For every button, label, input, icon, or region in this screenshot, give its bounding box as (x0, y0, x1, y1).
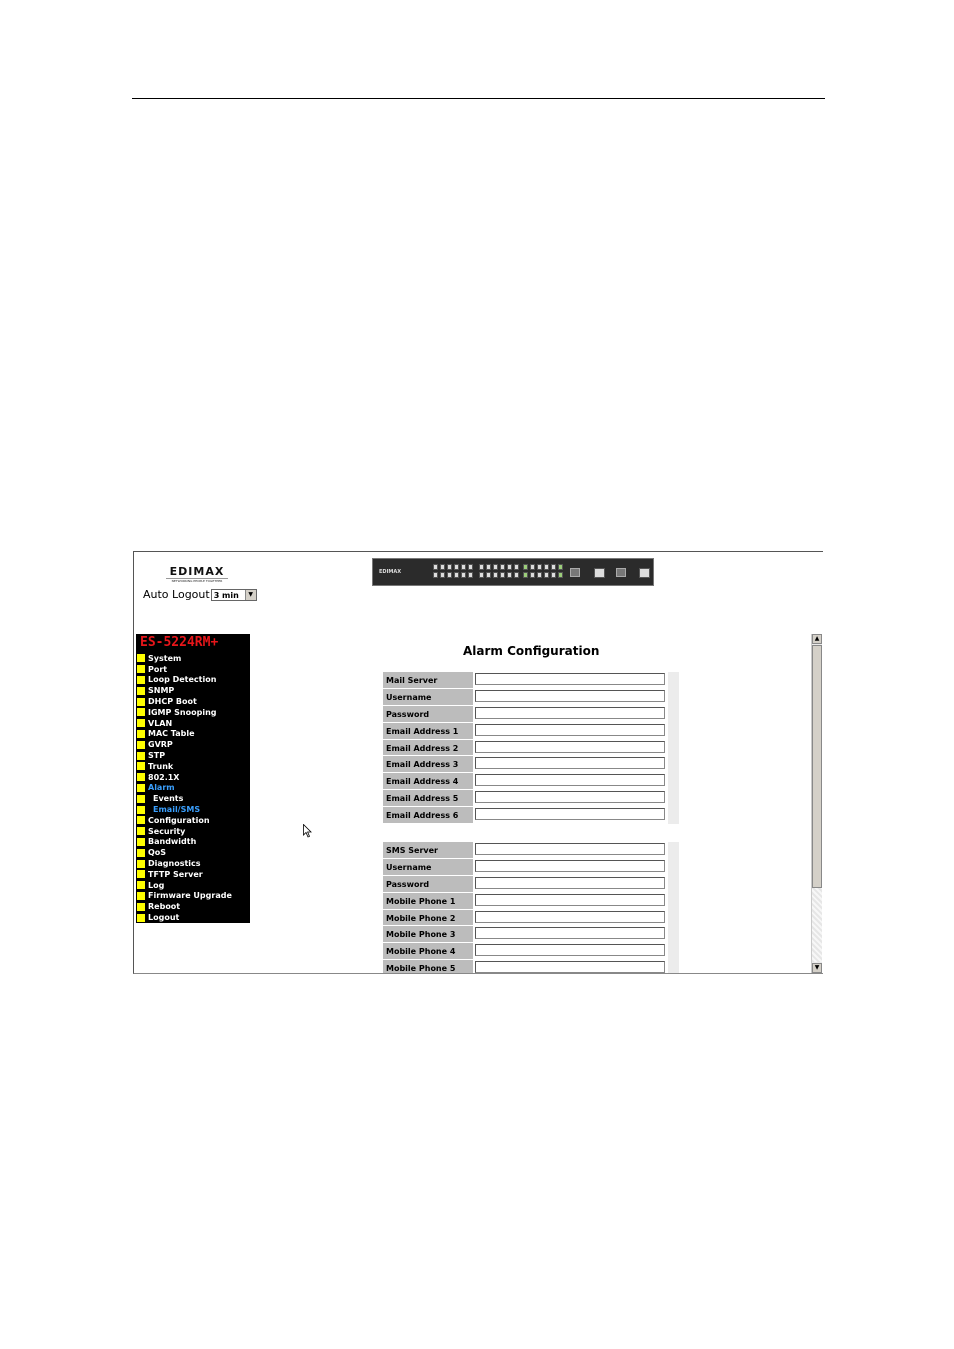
mobile-phone-2-input[interactable] (475, 911, 665, 923)
scrollbar-track[interactable] (812, 888, 822, 962)
form-row (383, 773, 679, 790)
field-cell (473, 893, 668, 910)
email-settings-table (383, 672, 679, 824)
field-cell (473, 876, 668, 893)
mobile-phone-4-input[interactable] (475, 944, 665, 956)
email-address-1-input[interactable] (475, 724, 665, 736)
port-icon (530, 564, 535, 570)
sidebar-item-qos[interactable] (136, 847, 250, 858)
sidebar-item-port[interactable] (136, 664, 250, 675)
field-label: Mobile Phone 3 (383, 926, 473, 943)
form-row (383, 910, 679, 927)
sidebar-item-alarm[interactable] (136, 783, 250, 794)
switch-front-panel-image (372, 558, 654, 586)
port-icon (507, 572, 512, 578)
port-icon (500, 564, 505, 570)
row-side (668, 960, 679, 974)
product-name: ES-5224RM+ (140, 635, 219, 650)
sidebar-item-snmp[interactable] (136, 685, 250, 696)
square-bullet-icon (137, 762, 145, 770)
port-icon (558, 572, 563, 578)
square-bullet-icon (137, 784, 145, 792)
sidebar-item-label: System (148, 653, 182, 663)
sidebar-item-label: Trunk (148, 761, 174, 771)
logo-word: EDIMAX (169, 565, 225, 578)
square-bullet-icon (137, 708, 145, 716)
square-bullet-icon (137, 870, 145, 878)
square-bullet-icon (137, 719, 145, 727)
row-side (668, 790, 679, 807)
sidebar-item-label: DHCP Boot (148, 697, 197, 707)
port-icon (454, 572, 459, 578)
port-icon (558, 564, 563, 570)
square-bullet-icon (137, 730, 145, 738)
square-bullet-icon (137, 665, 145, 673)
row-side (668, 706, 679, 723)
row-side (668, 943, 679, 960)
mail-password-input[interactable] (475, 707, 665, 719)
mobile-phone-5-input[interactable] (475, 961, 665, 973)
field-cell (473, 859, 668, 876)
sidebar-item-bandwidth[interactable] (136, 837, 250, 848)
sidebar-item-label: QoS (148, 848, 167, 858)
port-icon (500, 572, 505, 578)
sidebar-item-diagnostics[interactable] (136, 858, 250, 869)
port-icon (433, 564, 438, 570)
sfp-slot-icon (570, 568, 580, 577)
row-side (668, 842, 679, 859)
field-label: Mobile Phone 5 (383, 960, 473, 974)
sidebar-item-igmp-snooping[interactable] (136, 707, 250, 718)
row-side (668, 893, 679, 910)
logo-tagline: NETWORKING PEOPLE TOGETHER (166, 578, 228, 583)
auto-logout-label: Auto Logout (143, 588, 210, 601)
field-cell (473, 807, 668, 824)
browser-screenshot (133, 551, 823, 974)
port-icon (461, 564, 466, 570)
scroll-up-icon[interactable]: ▲ (812, 634, 822, 644)
form-row (383, 876, 679, 893)
row-side (668, 910, 679, 927)
sidebar-item-email-sms[interactable] (136, 804, 250, 815)
port-icon (486, 564, 491, 570)
sidebar-item-8021x[interactable] (136, 772, 250, 783)
square-bullet-icon (137, 892, 145, 900)
field-cell (473, 706, 668, 723)
port-icon (514, 572, 519, 578)
form-row (383, 723, 679, 740)
square-bullet-icon (137, 676, 145, 684)
sidebar-item-label: TFTP Server (148, 869, 203, 879)
form-row (383, 842, 679, 859)
sidebar-item-label: Port (148, 664, 168, 674)
email-address-2-input[interactable] (475, 741, 665, 753)
auto-logout-select[interactable] (211, 589, 257, 601)
sidebar-menu (136, 634, 250, 923)
email-address-5-input[interactable] (475, 791, 665, 803)
port-icon (468, 564, 473, 570)
sidebar-item-label: Bandwidth (148, 837, 197, 847)
field-label: Mobile Phone 4 (383, 943, 473, 960)
form-row (383, 740, 679, 757)
port-icon (440, 564, 445, 570)
field-cell (473, 842, 668, 859)
auto-logout (143, 588, 257, 601)
sidebar-item-dhcp-boot[interactable] (136, 696, 250, 707)
sidebar-item-label: 802.1X (148, 772, 180, 782)
sidebar-item-label: Configuration (148, 815, 210, 825)
port-icon (461, 572, 466, 578)
sms-settings-table (383, 842, 679, 974)
sidebar-item-label: VLAN (148, 718, 173, 728)
mouse-pointer-icon (303, 824, 313, 839)
field-label: Email Address 1 (383, 723, 473, 740)
sidebar-item-label: Loop Detection (148, 675, 217, 685)
port-icon (537, 572, 542, 578)
sidebar-item-configuration[interactable] (136, 815, 250, 826)
page-top-rule (132, 98, 825, 99)
port-icon (507, 564, 512, 570)
port-icon (493, 572, 498, 578)
field-label: SMS Server (383, 842, 473, 859)
port-icon (551, 572, 556, 578)
port-icon (537, 564, 542, 570)
port-icon (530, 572, 535, 578)
field-label: Email Address 5 (383, 790, 473, 807)
square-bullet-icon (137, 741, 145, 749)
sidebar-item-label: Firmware Upgrade (148, 891, 232, 901)
mobile-phone-1-input[interactable] (475, 894, 665, 906)
form-row (383, 960, 679, 974)
sidebar-item-gvrp[interactable] (136, 739, 250, 750)
sidebar-item-label: Diagnostics (148, 859, 201, 869)
field-cell (473, 943, 668, 960)
sidebar-item-label: IGMP Snooping (148, 707, 217, 717)
field-label: Password (383, 876, 473, 893)
field-cell (473, 756, 668, 773)
form-row (383, 893, 679, 910)
square-bullet-icon (137, 881, 145, 889)
auto-logout-value: 3 min (213, 590, 239, 600)
square-bullet-icon (137, 687, 145, 695)
sidebar-item-trunk[interactable] (136, 761, 250, 772)
field-label: Email Address 4 (383, 773, 473, 790)
sidebar-item-label: GVRP (148, 740, 173, 750)
form-row (383, 689, 679, 706)
email-address-3-input[interactable] (475, 757, 665, 769)
port-icon (486, 572, 491, 578)
port-icon (479, 564, 484, 570)
square-bullet-icon (137, 827, 145, 835)
field-cell (473, 790, 668, 807)
sidebar-item-vlan[interactable] (136, 718, 250, 729)
mobile-phone-3-input[interactable] (475, 927, 665, 939)
square-bullet-icon (137, 849, 145, 857)
square-bullet-icon (137, 752, 145, 760)
sidebar-item-label: Security (148, 826, 186, 836)
sidebar-item-reboot[interactable] (136, 901, 250, 912)
page-title: Alarm Configuration (463, 644, 600, 658)
field-cell (473, 960, 668, 974)
row-side (668, 859, 679, 876)
row-side (668, 672, 679, 689)
sms-password-input[interactable] (475, 877, 665, 889)
form-row (383, 943, 679, 960)
sidebar-item-logout[interactable] (136, 912, 250, 923)
scrollbar-thumb[interactable] (812, 645, 822, 888)
rj45-port-icon (594, 568, 605, 578)
port-icon (523, 564, 528, 570)
row-side (668, 756, 679, 773)
row-side (668, 876, 679, 893)
field-label: Mobile Phone 1 (383, 893, 473, 910)
vertical-scrollbar[interactable] (811, 634, 822, 973)
port-icon (454, 564, 459, 570)
field-cell (473, 723, 668, 740)
port-icon (468, 572, 473, 578)
field-label: Email Address 6 (383, 807, 473, 824)
field-label: Password (383, 706, 473, 723)
square-bullet-icon (137, 795, 145, 803)
sidebar-item-label: STP (148, 751, 166, 761)
square-bullet-icon (137, 806, 145, 814)
field-label: Mobile Phone 2 (383, 910, 473, 927)
scroll-down-icon[interactable]: ▼ (812, 963, 822, 973)
square-bullet-icon (137, 654, 145, 662)
square-bullet-icon (137, 838, 145, 846)
sfp-slot-icon (616, 568, 626, 577)
sidebar-item-tftp-server[interactable] (136, 869, 250, 880)
sidebar-item-label: Events (153, 794, 184, 804)
row-side (668, 740, 679, 757)
sidebar-item-label: Logout (148, 913, 180, 923)
port-group-2 (479, 564, 519, 578)
edimax-logo (166, 566, 228, 584)
sidebar-item-mac-table[interactable] (136, 729, 250, 740)
sidebar-item-firmware-upgrade[interactable] (136, 891, 250, 902)
square-bullet-icon (137, 698, 145, 706)
square-bullet-icon (137, 773, 145, 781)
field-cell (473, 926, 668, 943)
mail-server-input[interactable] (475, 673, 665, 685)
mail-username-input[interactable] (475, 690, 665, 702)
port-icon (479, 572, 484, 578)
sms-username-input[interactable] (475, 860, 665, 872)
form-row (383, 807, 679, 824)
port-icon (433, 572, 438, 578)
row-side (668, 807, 679, 824)
field-label: Username (383, 859, 473, 876)
port-icon (551, 564, 556, 570)
field-label: Mail Server (383, 672, 473, 689)
field-cell (473, 773, 668, 790)
port-icon (493, 564, 498, 570)
field-cell (473, 740, 668, 757)
sidebar-item-label: MAC Table (148, 729, 195, 739)
switch-brand: EDIMAX (379, 569, 402, 575)
sidebar-item-log[interactable] (136, 880, 250, 891)
row-side (668, 773, 679, 790)
chevron-down-icon[interactable]: ▼ (245, 590, 256, 600)
form-row (383, 926, 679, 943)
port-icon (544, 564, 549, 570)
row-side (668, 926, 679, 943)
field-cell (473, 689, 668, 706)
sidebar-item-label: Alarm (148, 783, 175, 793)
sidebar-item-stp[interactable] (136, 750, 250, 761)
sidebar-item-label: Log (148, 880, 165, 890)
sidebar-item-security[interactable] (136, 826, 250, 837)
port-icon (523, 572, 528, 578)
field-label: Username (383, 689, 473, 706)
sidebar-item-loop-detection[interactable] (136, 675, 250, 686)
form-row (383, 672, 679, 689)
form-row (383, 706, 679, 723)
sms-server-input[interactable] (475, 843, 665, 855)
port-icon (447, 564, 452, 570)
form-row (383, 859, 679, 876)
field-cell (473, 672, 668, 689)
square-bullet-icon (137, 816, 145, 824)
email-address-6-input[interactable] (475, 808, 665, 820)
email-address-4-input[interactable] (475, 774, 665, 786)
rj45-port-icon (639, 568, 650, 578)
port-group-3 (523, 564, 563, 578)
port-icon (440, 572, 445, 578)
form-row (383, 756, 679, 773)
row-side (668, 689, 679, 706)
port-icon (544, 572, 549, 578)
field-cell (473, 910, 668, 927)
field-label: Email Address 3 (383, 756, 473, 773)
square-bullet-icon (137, 914, 145, 922)
sidebar-item-system[interactable] (136, 653, 250, 664)
sidebar-item-label: SNMP (148, 686, 175, 696)
port-icon (514, 564, 519, 570)
field-label: Email Address 2 (383, 740, 473, 757)
sidebar-item-events[interactable] (136, 793, 250, 804)
port-icon (447, 572, 452, 578)
row-side (668, 723, 679, 740)
sidebar-item-label: Email/SMS (153, 805, 201, 815)
port-group-1 (433, 564, 473, 578)
square-bullet-icon (137, 903, 145, 911)
sidebar-item-label: Reboot (148, 902, 181, 912)
square-bullet-icon (137, 860, 145, 868)
form-row (383, 790, 679, 807)
